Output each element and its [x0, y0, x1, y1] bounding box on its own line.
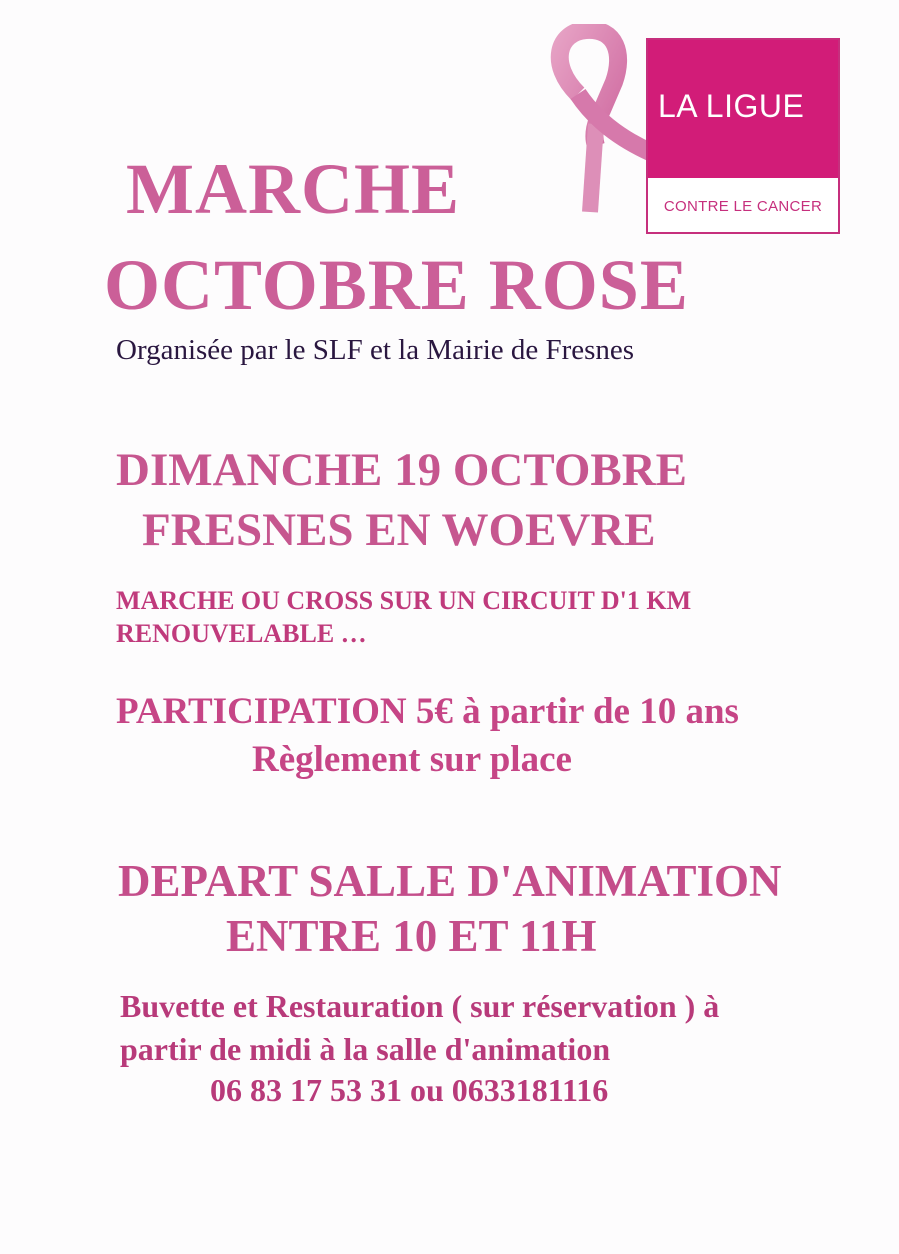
title-line-1: MARCHE: [126, 149, 460, 229]
la-ligue-logo: [538, 24, 844, 238]
organiser-line: Organisée par le SLF et la Mairie de Fresnes: [116, 334, 635, 366]
circuit-line-1: MARCHE OU CROSS SUR UN CIRCUIT D'1 KM: [116, 586, 692, 615]
refreshments-line-2: partir de midi à la salle d'animation: [120, 1031, 611, 1067]
payment-line: Règlement sur place: [252, 739, 572, 780]
title-line-2: OCTOBRE ROSE: [104, 245, 689, 325]
event-date: DIMANCHE 19 OCTOBRE: [116, 444, 688, 496]
circuit-line-2: RENOUVELABLE …: [116, 619, 367, 648]
refreshments-line-1: Buvette et Restauration ( sur réservation ) à: [120, 988, 720, 1024]
logo-box: [646, 38, 840, 234]
logo-header: [648, 40, 838, 178]
contact-phones: 06 83 17 53 31 ou 0633181116: [210, 1072, 609, 1108]
departure-line-2: ENTRE 10 ET 11H: [226, 911, 597, 961]
logo-wordmark: LA LIGUE: [658, 88, 805, 124]
event-place: FRESNES EN WOEVRE: [142, 504, 656, 556]
departure-line-1: DEPART SALLE D'ANIMATION: [118, 856, 782, 906]
participation-line: PARTICIPATION 5€ à partir de 10 ans: [116, 691, 739, 732]
logo-subtitle: CONTRE LE CANCER: [663, 198, 823, 215]
